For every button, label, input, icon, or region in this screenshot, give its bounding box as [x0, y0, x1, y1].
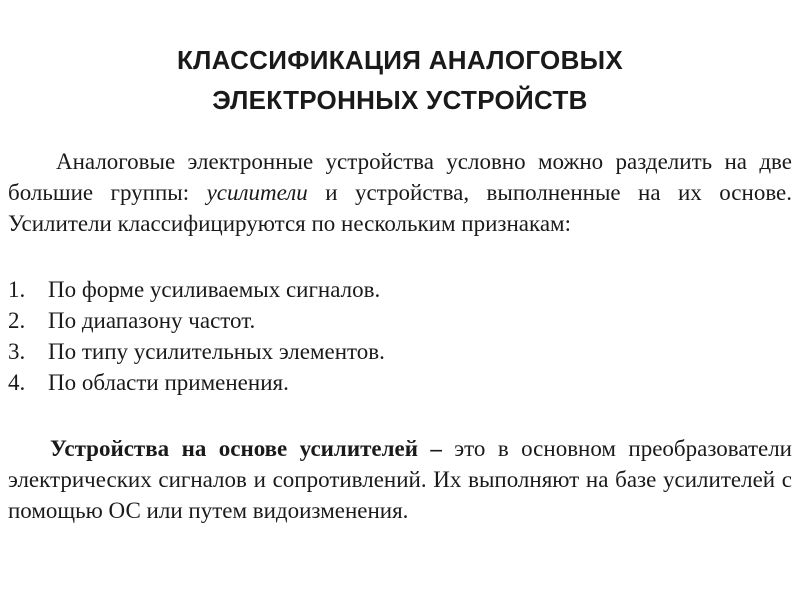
devices-bold-term: Устройства на основе усилителей [50, 436, 418, 461]
intro-text-end: и устройства, выполненные на их основе. Усилители классифицируются по нескольким признакам: [8, 180, 793, 236]
classification-list [8, 274, 792, 398]
list-item-text: По диапазону частот. [48, 308, 256, 333]
list-item-text: По форме усиливаемых сигналов. [48, 277, 381, 302]
title-line-2: ЭЛЕКТРОННЫХ УСТРОЙСТВ [212, 85, 588, 115]
list-item-number: 2. [8, 308, 26, 333]
list-item-text: По типу усилительных элементов. [48, 339, 385, 364]
list-item [8, 336, 792, 367]
list-item-number: 4. [8, 370, 26, 395]
list-item [8, 367, 792, 398]
devices-dash: – [417, 436, 455, 461]
title-line-1: КЛАССИФИКАЦИЯ АНАЛОГОВЫХ [176, 45, 624, 75]
list-item-number: 3. [8, 339, 26, 364]
list-item-text: По области применения. [48, 370, 289, 395]
devices-text: это в основном преобразователи электрических сигналов и сопротивлений. Их выполняют на базе усилителей с помощью ОС или путем видоизменения. [8, 436, 792, 523]
intro-paragraph [8, 146, 792, 239]
intro-text-start: Аналоговые электронные устройства условно можно разделить на две большие группы: [8, 149, 792, 205]
list-item [8, 305, 792, 336]
devices-paragraph [8, 433, 792, 526]
intro-italic-term: усилители [206, 180, 308, 205]
list-item [8, 274, 792, 305]
slide-title [0, 40, 800, 120]
list-item-number: 1. [8, 277, 26, 302]
